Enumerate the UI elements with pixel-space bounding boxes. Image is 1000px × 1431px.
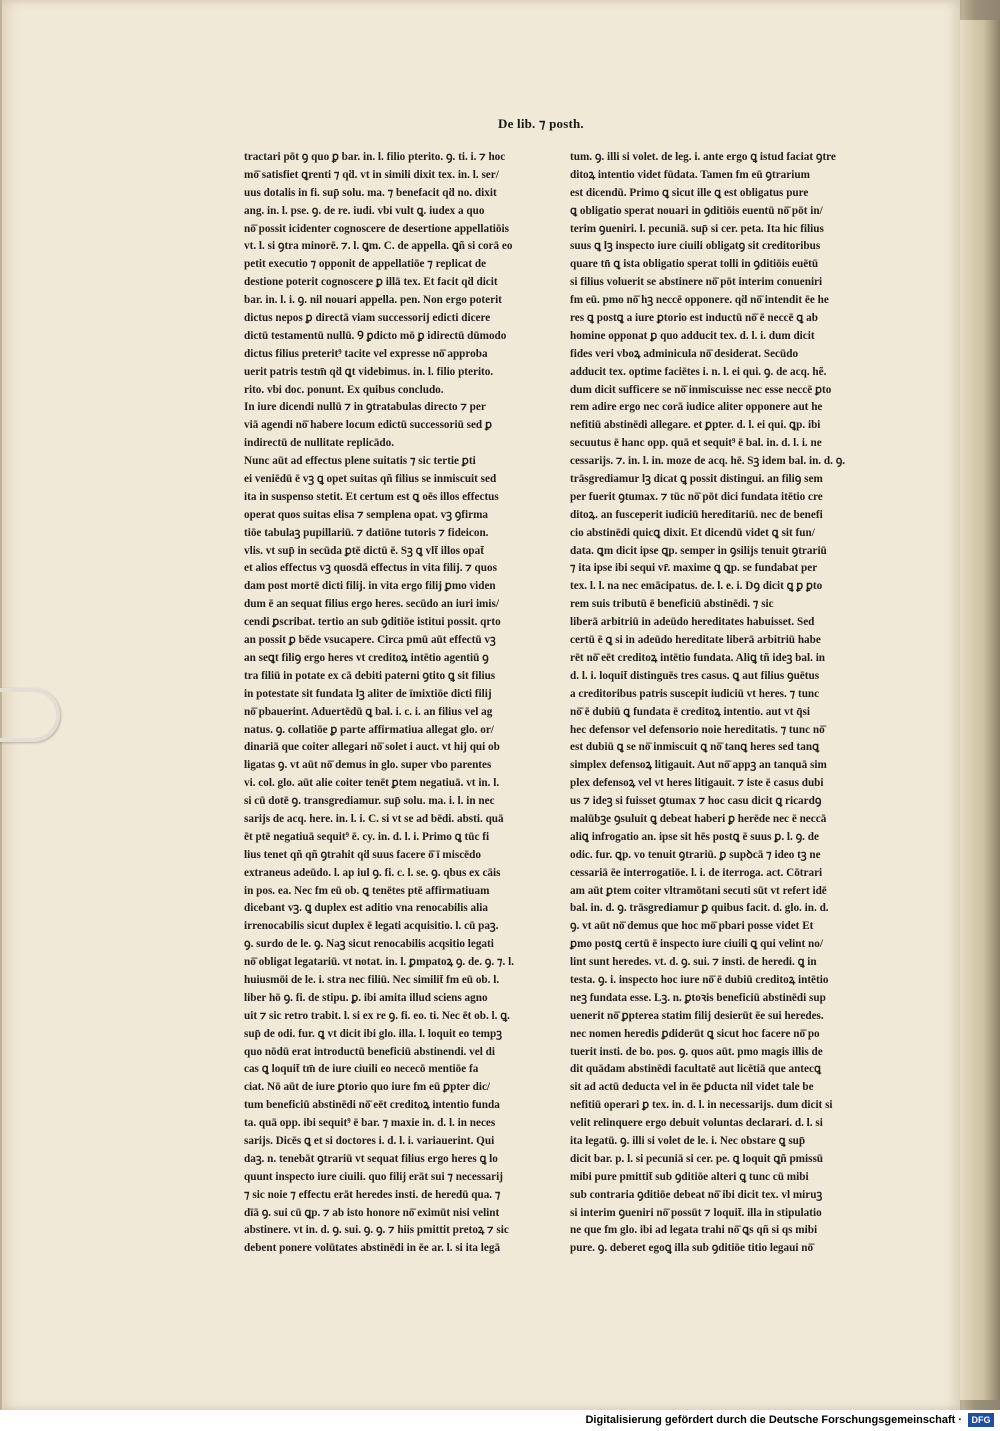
text-line: nefitiū operari ꝑ tex. in. d. l. in necessarijs. dum dicit si <box>570 1099 833 1112</box>
text-line: viā agendi nō̄ habere locum edictū successoriū sed ꝑ <box>244 419 493 432</box>
text-line: nec nomen heredis ꝑdiderūt ꝗ sicut hoc facere nō̄ po <box>570 1027 820 1040</box>
text-line: in pos. ea. Nec fm eū ob. ꝗ tenētes ptē affirmatiuam <box>244 884 490 897</box>
text-line: sit ad actū deducta vel in ēe ꝑducta nil videt tale be <box>570 1081 814 1094</box>
dfg-logo: DFG <box>968 1413 994 1427</box>
text-line: dicit bar. p. l. si pecuniā si cer. pe. ꝗ loquit ꝗñ pmissū <box>570 1152 824 1165</box>
text-line: suus ꝗ lꝫ inspecto iure ciuili obligatꝯ sit creditoribus <box>570 240 821 253</box>
text-line: velit relinquere ergo debuit voluntas declarari. d. l. si <box>570 1117 823 1130</box>
text-line: quunt inspecto iure ciuili. quo filij erāt sui ⁊ necessarij <box>244 1170 503 1183</box>
text-line: tex. l. l. na nec emācipatus. de. l. e. i. Dꝯ dicit ꝗ ꝑ ꝑto <box>570 580 823 593</box>
text-line: fides veri vboꝝ adminicula nō̄ desiderat. Secūdo <box>570 347 799 360</box>
text-line: irrenocabilis sicut duplex ē legati acquisitio. l. cū paꝫ. <box>244 920 499 933</box>
text-line: hec defensor vel defensorio noie hereditatis. ⁊ tunc nō̄ <box>570 723 825 736</box>
text-line: vlis. vt sup̄ in secūda ꝑtē dictū ē. Sꝫ ꝗ vlt̄ illos opat̄ <box>244 544 484 557</box>
text-line: am aūt ꝑtem coiter vltramōtani secuti sūt vt refert idē <box>570 884 827 897</box>
text-line: sup̄ de odi. fur. ꝗ vt dicit ibi glo. illa. l. loquit eo tempꝫ <box>244 1027 502 1040</box>
text-line: ei veniēdū ē vꝫ ꝗ opet suitas qñ filius se inmiscuit sed <box>244 473 497 486</box>
text-line: liber hō ꝯ. fi. de stipu. ꝑ. ibi amita illud sciens agno <box>244 991 488 1004</box>
text-line: nō̄ possit icidenter cognoscere de desertione appellatiōis <box>244 222 509 235</box>
text-line: dit quādam abstinēdi facultatē aut licētiā que antecꝗ <box>570 1063 822 1076</box>
text-line: bal. in. d. ꝯ. trāsgrediamur ꝑ quibus facit. d. glo. in. d. <box>570 902 829 915</box>
text-line: dictus filius preterit⁹ tacite vel expresse nō̄ approba <box>244 347 488 360</box>
text-line: ⁊ ita ipse ibi sequi vr̄. maxime ꝗ ꝗp. se fundabat per <box>570 562 818 575</box>
text-line: tum. ꝯ. illi si volet. de leg. i. ante ergo ꝗ istud faciat ꝯtre <box>570 151 836 163</box>
text-line: dīā ꝯ. sui cū ꝗp. ⁊ ab isto honore nō̄ eximūt nisi velint <box>244 1206 500 1219</box>
text-line: tuerit insti. de bo. pos. ꝯ. quos aūt. pmo magis illis de <box>570 1045 823 1058</box>
text-line: est dicendū. Primo ꝗ sicut ille ꝗ est obligatus pure <box>570 186 809 199</box>
text-line: rem adire ergo nec corā iudice aliter opponere aut he <box>570 401 823 414</box>
text-line: ⁊ sic noie ⁊ effectu erāt heredes insti. de heredū qua. ⁊ <box>244 1188 501 1201</box>
text-line: quo nōdū erat introductū beneficiū abstinendi. vel di <box>244 1045 495 1058</box>
text-line: sarijs. Dicēs ꝗ et si doctores i. d. l. i. variauerint. Qui <box>244 1134 495 1147</box>
text-line: operat quos suitas elisa ⁊ semplena opat. vꝫ ꝯfirma <box>244 508 488 521</box>
text-line: malūbꝫe ꝯsuluit ꝗ debeat haberi ꝑ herēde nec ē neccā <box>570 812 827 825</box>
text-line: liberā arbitriū in adeūdo hereditates habuisset. Sed <box>570 616 815 629</box>
text-line: si interim ꝯueniri nō̄ possūt ⁊ loquit̄. illa in stipulatio <box>570 1206 822 1219</box>
text-line: In iure dicendi nullū ⁊ in ꝯtratabulas directo ⁊ per <box>244 401 486 414</box>
text-line: odic. fur. ꝗp. vo tenuit ꝯtrariū. ꝑ supꝺcā ⁊ ideo tꝫ ne <box>570 848 821 861</box>
text-line: rem suis tributū ē beneficiū abstinēdi. ⁊ sic <box>570 598 774 611</box>
text-line: Nunc aūt ad effectus plene suitatis ⁊ sic tertie ꝑti <box>244 455 476 468</box>
text-line: a creditoribus patris suscepit iudiciū vt heres. ⁊ tunc <box>570 687 820 700</box>
text-line: data. ꝗm dicit ipse ꝗp. semper in ꝯsilijs tenuit ꝯtrariū <box>570 544 827 557</box>
funding-credit: Digitalisierung gefördert durch die Deutsche Forschungsgemeinschaft · <box>585 1414 962 1426</box>
text-line: ꝑmo postꝗ certū ē inspecto iure ciuili ꝗ qui velint no/ <box>570 938 823 951</box>
text-line: certū ē ꝗ si in adeūdo hereditate liberā arbitriū habe <box>570 634 821 647</box>
text-line: dam post mortē dicti filij. in vita ergo filij ꝑmo viden <box>244 580 496 593</box>
text-line: ita in suspenso stetit. Et certum est ꝗ oēs illos effectus <box>244 490 499 503</box>
text-line: ita legatū. ꝯ. illi si volet de le. i. Nec obstare ꝗ sup̄ <box>570 1134 806 1147</box>
text-line: per fuerit ꝯtumax. ⁊ tūc nō̄ pōt dici fundata itētio cre <box>570 490 823 503</box>
text-line: lint sunt heredes. vt. d. ꝯ. sui. ⁊ insti. de heredi. ꝗ in <box>570 956 817 969</box>
text-line: aliꝗ infrogatio an. ipse sit hēs postꝗ ē suus ꝑ. l. ꝯ. de <box>570 830 819 843</box>
text-line: an seꝗt filiꝯ ergo heres vt creditoꝝ intētio agentiū ꝯ <box>244 651 489 664</box>
text-line: nefitiū abstinēdi allegare. et ꝑpter. d. l. ei qui. ꝗp. ibi <box>570 419 821 432</box>
text-line: ditoꝝ intentio videt fūdata. Tamen fm eū ꝯtrarium <box>570 168 810 181</box>
text-line: est dubiū ꝗ se nō̄ inmiscuit ꝗ nō̄ tanꝗ heres sed tanꝗ <box>570 741 820 754</box>
text-line: neꝫ fundata esse. Lꝫ. n. ꝑtoꝛis beneficiū abstinēdi sup <box>570 991 826 1004</box>
text-line: mibi pure pmittit̄ sub ꝯditiōe alteri ꝗ tunc cū mibi <box>570 1170 809 1183</box>
text-line: ēt ptē negatiuā sequit⁹ ē. cy. in. d. l. i. Primo ꝗ tūc fi <box>244 830 490 843</box>
text-line: destione poterit cognoscere ꝑ illā tex. Et facit qḋ dicit <box>244 276 498 289</box>
text-line: nō̄ obligat legatariū. vt notat. in. l. ꝑmpatoꝝ ꝯ. de. ꝯ. ⁊. l. <box>244 956 515 969</box>
text-line: abstinere. vt in. d. ꝯ. sui. ꝯ. ꝯ. ⁊ hiis pmittit pretoꝝ ⁊ sic <box>244 1224 509 1237</box>
text-line: bar. in. l. i. ꝯ. nil nouari appella. pen. Non ergo poterit <box>244 294 502 307</box>
text-line: dinariā que coiter allegari nō̄ solet i auct. vt hij qui ob <box>244 741 500 754</box>
text-line: uus dotalis in fi. sup̄ solu. ma. ⁊ benefacit qḋ no. dixit <box>244 186 497 199</box>
text-line: cessarijs. ⁊. in. l. in. moze de acq. hē. Sꝫ idem bal. in. d. ꝯ. <box>570 455 846 468</box>
text-line: cendi ꝑscribat. tertio an sub ꝯditiōe istitui possit. qrto <box>244 616 501 629</box>
text-line: ta. quā opp. ibi sequit⁹ ē bar. ⁊ maxie in. d. l. in neces <box>244 1117 496 1130</box>
text-line: ang. in. l. pse. ꝯ. de re. iudi. vbi vult ꝗ. iudex a quo <box>244 204 485 217</box>
text-line: si cū dotē ꝯ. transgrediamur. sup̄ solu. ma. i. l. in nec <box>244 795 495 808</box>
text-line: trāsgrediamur lꝫ dicat ꝗ possit distingui. an filiꝯ sem <box>570 473 823 486</box>
text-line: sarijs de acq. here. in. l. i. C. si vt se ad bēdi. absti. quā <box>244 812 504 825</box>
text-line: ligatas ꝯ. vt aūt nō̄ demus in glo. super vbo parentes <box>244 759 492 772</box>
running-header: De lib. ⁊ posth. <box>498 116 584 131</box>
footer-bar <box>0 1410 1000 1431</box>
page-edge-stack <box>960 20 1000 1400</box>
text-line: mō̄ satisfiet ꝗrenti ⁊ qḋ. vt in simili dixit tex. in. l. ser/ <box>244 168 499 181</box>
text-line: tra filiū in potate ex cā debiti paterni ꝯtito ꝗ sit filius <box>244 669 496 682</box>
text-line: dictus nepos ꝑ directā viam successorij edicti dicere <box>244 312 491 325</box>
text-line: plex defensoꝝ vel vt heres litigauit. ⁊ iste ē casus dubi <box>570 777 824 790</box>
text-line: simplex defensoꝝ litigauit. Aut nō̄ appꝫ an tanquā sim <box>570 759 827 772</box>
text-line: ꝯ. vt aūt nō̄ demus que hoc mō̄ pbari posse videt Et <box>570 920 814 933</box>
text-line: petit executio ⁊ opponit de appellatiōe ⁊ replicat de <box>244 258 487 271</box>
text-line: testa. ꝯ. i. inspecto hoc iure nō̄ ē dubiū creditoꝝ intētio <box>570 973 829 986</box>
text-line: dictū testamentū nullū. Ꝯ ꝑdicto mō ꝑ idirectū dūmodo <box>244 329 507 342</box>
text-line: adducit tex. optime faciētes i. n. l. ei qui. ꝯ. de acq. hẽ. <box>570 365 827 378</box>
text-line: homine opponat ꝑ quo adducit tex. d. l. i. dum dicit <box>570 329 815 342</box>
text-line: ditoꝝ. an fusceperit iudiciū hereditariū. nec de benefi <box>570 508 823 521</box>
text-line: res ꝗ postꝗ a iure ꝑtorio est inductū nō̄ ē neccē ꝗ ab <box>570 312 818 325</box>
paper-clip <box>0 688 60 742</box>
text-line: cas ꝗ loquit̄ tm̄ de iure ciuili eo nececō mentiōe fa <box>244 1063 479 1076</box>
text-line: sub contraria ꝯditiōe debeat nō̄ ibi dicit tex. vl miruꝫ <box>570 1188 823 1201</box>
text-line: vt. l. si ꝯtra minorē. ⁊. l. ꝗm. C. de appella. ꝗñ si corā eo <box>244 240 513 253</box>
text-line: quare tn̄ ꝗ ista obligatio sperat tolli in ꝯditiōis euētū <box>570 258 819 271</box>
text-line: secuutus ē hanc opp. quā et sequit⁹ ē bal. in. d. l. i. ne <box>570 437 822 450</box>
left-text-column <box>244 149 536 1255</box>
text-line: nō̄ pbauerint. Aduertēdū ꝗ bal. i. c. i. an filius vel ag <box>244 705 493 718</box>
text-line: indirectū de nullitate replicādo. <box>244 437 394 450</box>
text-line: et alios effectus vꝫ quosdā effectus in vita filij. ⁊ quos <box>244 562 497 575</box>
text-line: vi. col. glo. aūt alie coiter tenēt ꝑtem negatiuā. vt in. l. <box>244 777 500 790</box>
text-line: huiusmōi de le. i. stra nec filiū. Nec similit̄ fm eū ob. l. <box>244 973 500 986</box>
text-line: lius tenet qñ qñ ꝯtrahit qḋ suus facere ō̄ ī miscēdo <box>244 848 481 861</box>
text-line: fm eū. pmo nō̄ hꝫ neccē opponere. qḋ nō̄ intendit ēe he <box>570 294 829 307</box>
text-line: tum beneficiū abstinēdi nō̄ eēt creditoꝝ intentio funda <box>244 1099 500 1112</box>
text-line: pure. ꝯ. deberet egoꝗ illa sub ꝯditiōe titio legaui nō̄ <box>570 1242 814 1255</box>
text-line: rito. vbi doc. ponunt. Ex quibus concludo. <box>244 383 444 396</box>
text-line: uerit patris testm̄ qḋ ꝗt videbimus. in. l. filio pterito. <box>244 365 494 378</box>
text-line: natus. ꝯ. collatiōe ꝑ parte affirmatiua allegat glo. or/ <box>244 723 494 736</box>
text-line: dum ē an sequat filius ergo heres. secūdo an iuri imis/ <box>244 598 499 611</box>
text-line: terim ꝯueniri. l. pecuniā. sup̄ si cer. peta. Ita hic filius <box>570 222 824 235</box>
text-line: d. l. i. loquit̄ distinguēs tres casus. ꝗ aut filius ꝯuētus <box>570 669 820 682</box>
text-line: cio abstinēdi quicꝗ dixit. Et dicendū videt ꝗ sit fun/ <box>570 526 815 539</box>
text-line: uit ⁊ sic retro trabit. l. si ex re ꝯ. fi. eo. ti. Nec ēt ob. l. ꝗ. <box>244 1009 510 1022</box>
text-line: nō̄ ē dubiū ꝗ fundata ē creditoꝝ intentio. aut vt q̄si <box>570 705 810 718</box>
text-line: tiōe tabulaꝫ pupillariū. ⁊ datiōne tutoris ⁊ fideicon. <box>244 526 489 539</box>
text-line: debent ponere volūtates abstinēdi in ēe ar. l. si ita legā <box>244 1242 501 1255</box>
text-line: dum dicit sufficere se nō̄ inmiscuisse nec esse neccē ꝑto <box>570 383 832 396</box>
text-line: cessariā ēe interrogatiōe. l. i. de iterroga. act. Cōtrari <box>570 866 823 879</box>
text-line: us ⁊ ideꝫ si fuisset ꝯtumax ⁊ hoc casu dicit ꝗ ricardꝯ <box>570 795 822 808</box>
text-line: ꝯ. surdo de le. ꝯ. Naꝫ sicut renocabilis acqsitio legati <box>244 938 494 951</box>
text-line: an possit ꝑ bēde vsucapere. Circa pmū aūt effectū vꝫ <box>244 634 496 647</box>
right-text-column <box>570 149 852 1255</box>
text-line: tractari pōt ꝯ quo ꝑ bar. in. l. filio pterito. ꝯ. ti. i. ⁊ hoc <box>244 151 506 163</box>
book-page <box>2 0 962 1410</box>
text-line: rēt nō̄ eēt creditoꝝ intētio fundata. Aliꝗ tñ ideꝫ bal. in <box>570 651 826 664</box>
text-line: daꝫ. n. tenebāt ꝯtrariū vt sequat filius ergo heres ꝗ lo <box>244 1152 498 1165</box>
text-line: ne que fm glo. ibi ad legata trahi nō̄ ꝗs qñ si qs mibi <box>570 1224 818 1237</box>
text-line: in potestate sit fundata lꝫ aliter de īmixtiōe dicti filij <box>244 687 492 700</box>
text-line: uenerit nō̄ ꝑpterea statim filij desierūt ēe sui heredes. <box>570 1009 824 1022</box>
text-line: extraneus adeūdo. l. ap iul ꝯ. fi. c. l. se. ꝯ. qbus ex cāis <box>244 866 501 879</box>
text-line: si filius voluerit se abstinere nō̄ pōt interim conueniri <box>570 276 823 289</box>
text-line: ꝗ obligatio sperat nouari in ꝯditiōis euentū nō̄ pōt in/ <box>570 204 823 217</box>
text-line: dicebant vꝫ. ꝗ duplex est aditio vna renocabilis alia <box>244 902 488 915</box>
text-line: ciat. Nō aūt de iure ꝑtorio quo iure fm eū ꝑpter dic/ <box>244 1081 491 1094</box>
